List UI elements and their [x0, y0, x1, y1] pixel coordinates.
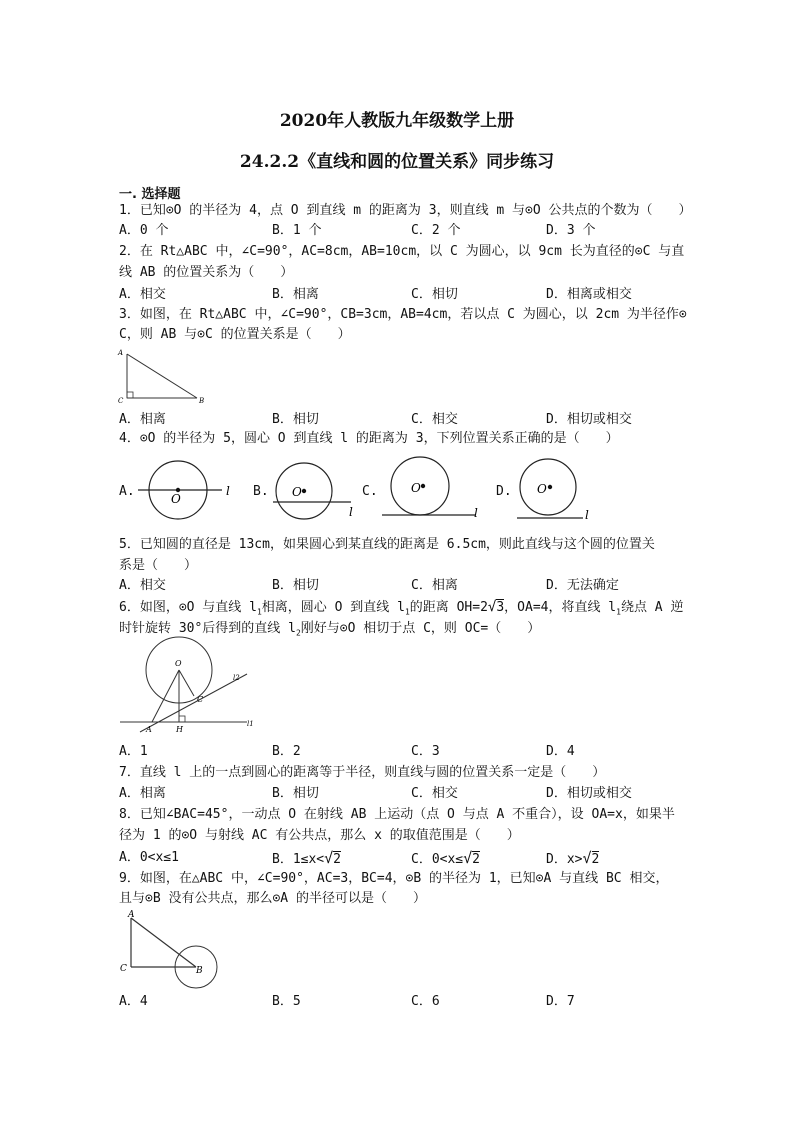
- q4-figure-a: [138, 455, 238, 525]
- q9-option-a: A．4: [119, 994, 148, 1009]
- svg-text:O: O: [292, 485, 302, 499]
- q3-triangle-figure: [115, 346, 215, 408]
- q5-option-a: A．相交: [119, 578, 166, 593]
- question-2-line-2: 线 AB 的位置关系为（ ）: [119, 265, 294, 280]
- q4-figure-c: [380, 454, 490, 524]
- svg-text:O: O: [171, 492, 181, 506]
- q9-option-b: B．5: [272, 994, 301, 1009]
- q9-triangle-circle-figure: [117, 910, 227, 990]
- question-8-line-2: 径为 1 的⊙O 与射线 AC 有公共点，那么 x 的取值范围是（ ）: [119, 828, 520, 843]
- q1-option-d: D．3 个: [546, 223, 596, 238]
- q7-option-b: B．相切: [272, 786, 319, 801]
- q6-label-l1: l1: [247, 720, 254, 728]
- question-1: 1．已知⊙O 的半径为 4，点 O 到直线 m 的距离为 3，则直线 m 与⊙O 公共点的个数为（ ）: [119, 203, 692, 218]
- svg-text:O: O: [537, 482, 547, 496]
- svg-text:l: l: [585, 508, 589, 522]
- q6-option-c: C．3: [411, 744, 440, 759]
- q6-label-c: C: [197, 695, 204, 704]
- question-9-line-1: 9．如图，在△ABC 中，∠C=90°，AC=3，BC=4，⊙B 的半径为 1，已知⊙A 与直线 BC 相交，: [119, 871, 669, 886]
- q2-option-c: C．相切: [411, 287, 458, 302]
- q9-option-c: C．6: [411, 994, 440, 1009]
- q6-label-a: A: [146, 725, 152, 734]
- page-title: 2020年人教版九年级数学上册: [279, 111, 515, 131]
- q3-option-d: D．相切或相交: [546, 412, 632, 427]
- q1-option-b: B．1 个: [272, 223, 322, 238]
- q5-option-c: C．相离: [411, 578, 458, 593]
- q4-option-a-label: A.: [119, 484, 135, 499]
- q8-option-a: A．0<x≤1: [119, 850, 179, 865]
- q6-label-o: O: [175, 659, 182, 668]
- q9-option-d: D．7: [546, 994, 575, 1009]
- section-heading: 一. 选择题: [119, 187, 181, 202]
- q8-option-c: C．0<x≤√2: [411, 849, 480, 867]
- question-9-line-2: 且与⊙B 没有公共点，那么⊙A 的半径可以是（ ）: [119, 891, 426, 906]
- q4-figure-b: [265, 458, 365, 528]
- q3-option-c: C．相交: [411, 412, 458, 427]
- q9-label-b: B: [196, 966, 203, 976]
- question-8-line-1: 8．已知∠BAC=45°，一动点 O 在射线 AB 上运动（点 O 与点 A 不重合），设 OA=x，如果半: [119, 807, 675, 822]
- q3-label-b: B: [199, 397, 205, 405]
- q7-option-a: A．相离: [119, 786, 166, 801]
- page-subtitle: 24.2.2《直线和圆的位置关系》同步练习: [239, 152, 555, 172]
- q4-option-d-label: D.: [496, 484, 512, 499]
- q5-option-d: D．无法确定: [546, 578, 619, 593]
- question-3-line-2: C，则 AB 与⊙C 的位置关系是（ ）: [119, 327, 351, 342]
- q6-circle-tangent-figure: [117, 638, 267, 738]
- q4-option-c-label: C.: [362, 484, 378, 499]
- question-7: 7．直线 l 上的一点到圆心的距离等于半径，则直线与圆的位置关系一定是（ ）: [119, 765, 606, 780]
- question-2-line-1: 2．在 Rt△ABC 中，∠C=90°，AC=8cm，AB=10cm，以 C 为圆心，以 9cm 长为直径的⊙C 与直: [119, 244, 685, 259]
- q7-option-c: C．相交: [411, 786, 458, 801]
- question-4: 4．⊙O 的半径为 5，圆心 O 到直线 l 的距离为 3，下列位置关系正确的是（ ）: [119, 431, 619, 446]
- q3-option-b: B．相切: [272, 412, 319, 427]
- q6-label-l2: l2: [233, 674, 240, 682]
- question-5-line-1: 5．已知圆的直径是 13cm，如果圆心到某直线的距离是 6.5cm，则此直线与这个圆的位置关: [119, 537, 655, 552]
- question-6-line-2: 时针旋转 30°后得到的直线 $l_2$刚好与⊙O 相切于点 C，则 OC=（ ）: [119, 621, 541, 638]
- svg-text:O: O: [411, 481, 421, 495]
- q6-option-d: D．4: [546, 744, 575, 759]
- q7-option-d: D．相切或相交: [546, 786, 632, 801]
- q6-label-h: H: [176, 725, 183, 734]
- q6-option-b: B．2: [272, 744, 301, 759]
- q5-option-b: B．相切: [272, 578, 319, 593]
- q4-figure-d: [515, 455, 605, 525]
- q2-option-d: D．相离或相交: [546, 287, 632, 302]
- question-6-line-1: 6．如图，⊙O 与直线 $l_1$相离，圆心 O 到直线 $l_1$的距离 OH=2√3，OA=4，将直线 $l_1$绕点 A 逆: [119, 599, 684, 617]
- svg-text:l: l: [474, 506, 478, 520]
- q3-label-c: C: [118, 397, 124, 405]
- q3-label-a: A: [118, 349, 124, 357]
- q3-option-a: A．相离: [119, 412, 166, 427]
- question-3-line-1: 3．如图，在 Rt△ABC 中，∠C=90°，CB=3cm，AB=4cm，若以点 C 为圆心，以 2cm 为半径作⊙: [119, 307, 687, 322]
- q9-label-c: C: [120, 964, 127, 974]
- svg-text:l: l: [226, 484, 230, 498]
- svg-text:l: l: [349, 505, 353, 519]
- question-5-line-2: 系是（ ）: [119, 558, 198, 573]
- q4-option-b-label: B.: [253, 484, 269, 499]
- q2-option-b: B．相离: [272, 287, 319, 302]
- q9-label-a: A: [128, 910, 135, 920]
- q1-option-c: C．2 个: [411, 223, 461, 238]
- q8-option-d: D．x>√2: [546, 849, 600, 867]
- q2-option-a: A．相交: [119, 287, 166, 302]
- q1-option-a: A．0 个: [119, 223, 169, 238]
- q8-option-b: B．1≤x<√2: [272, 849, 341, 867]
- q6-option-a: A．1: [119, 744, 148, 759]
